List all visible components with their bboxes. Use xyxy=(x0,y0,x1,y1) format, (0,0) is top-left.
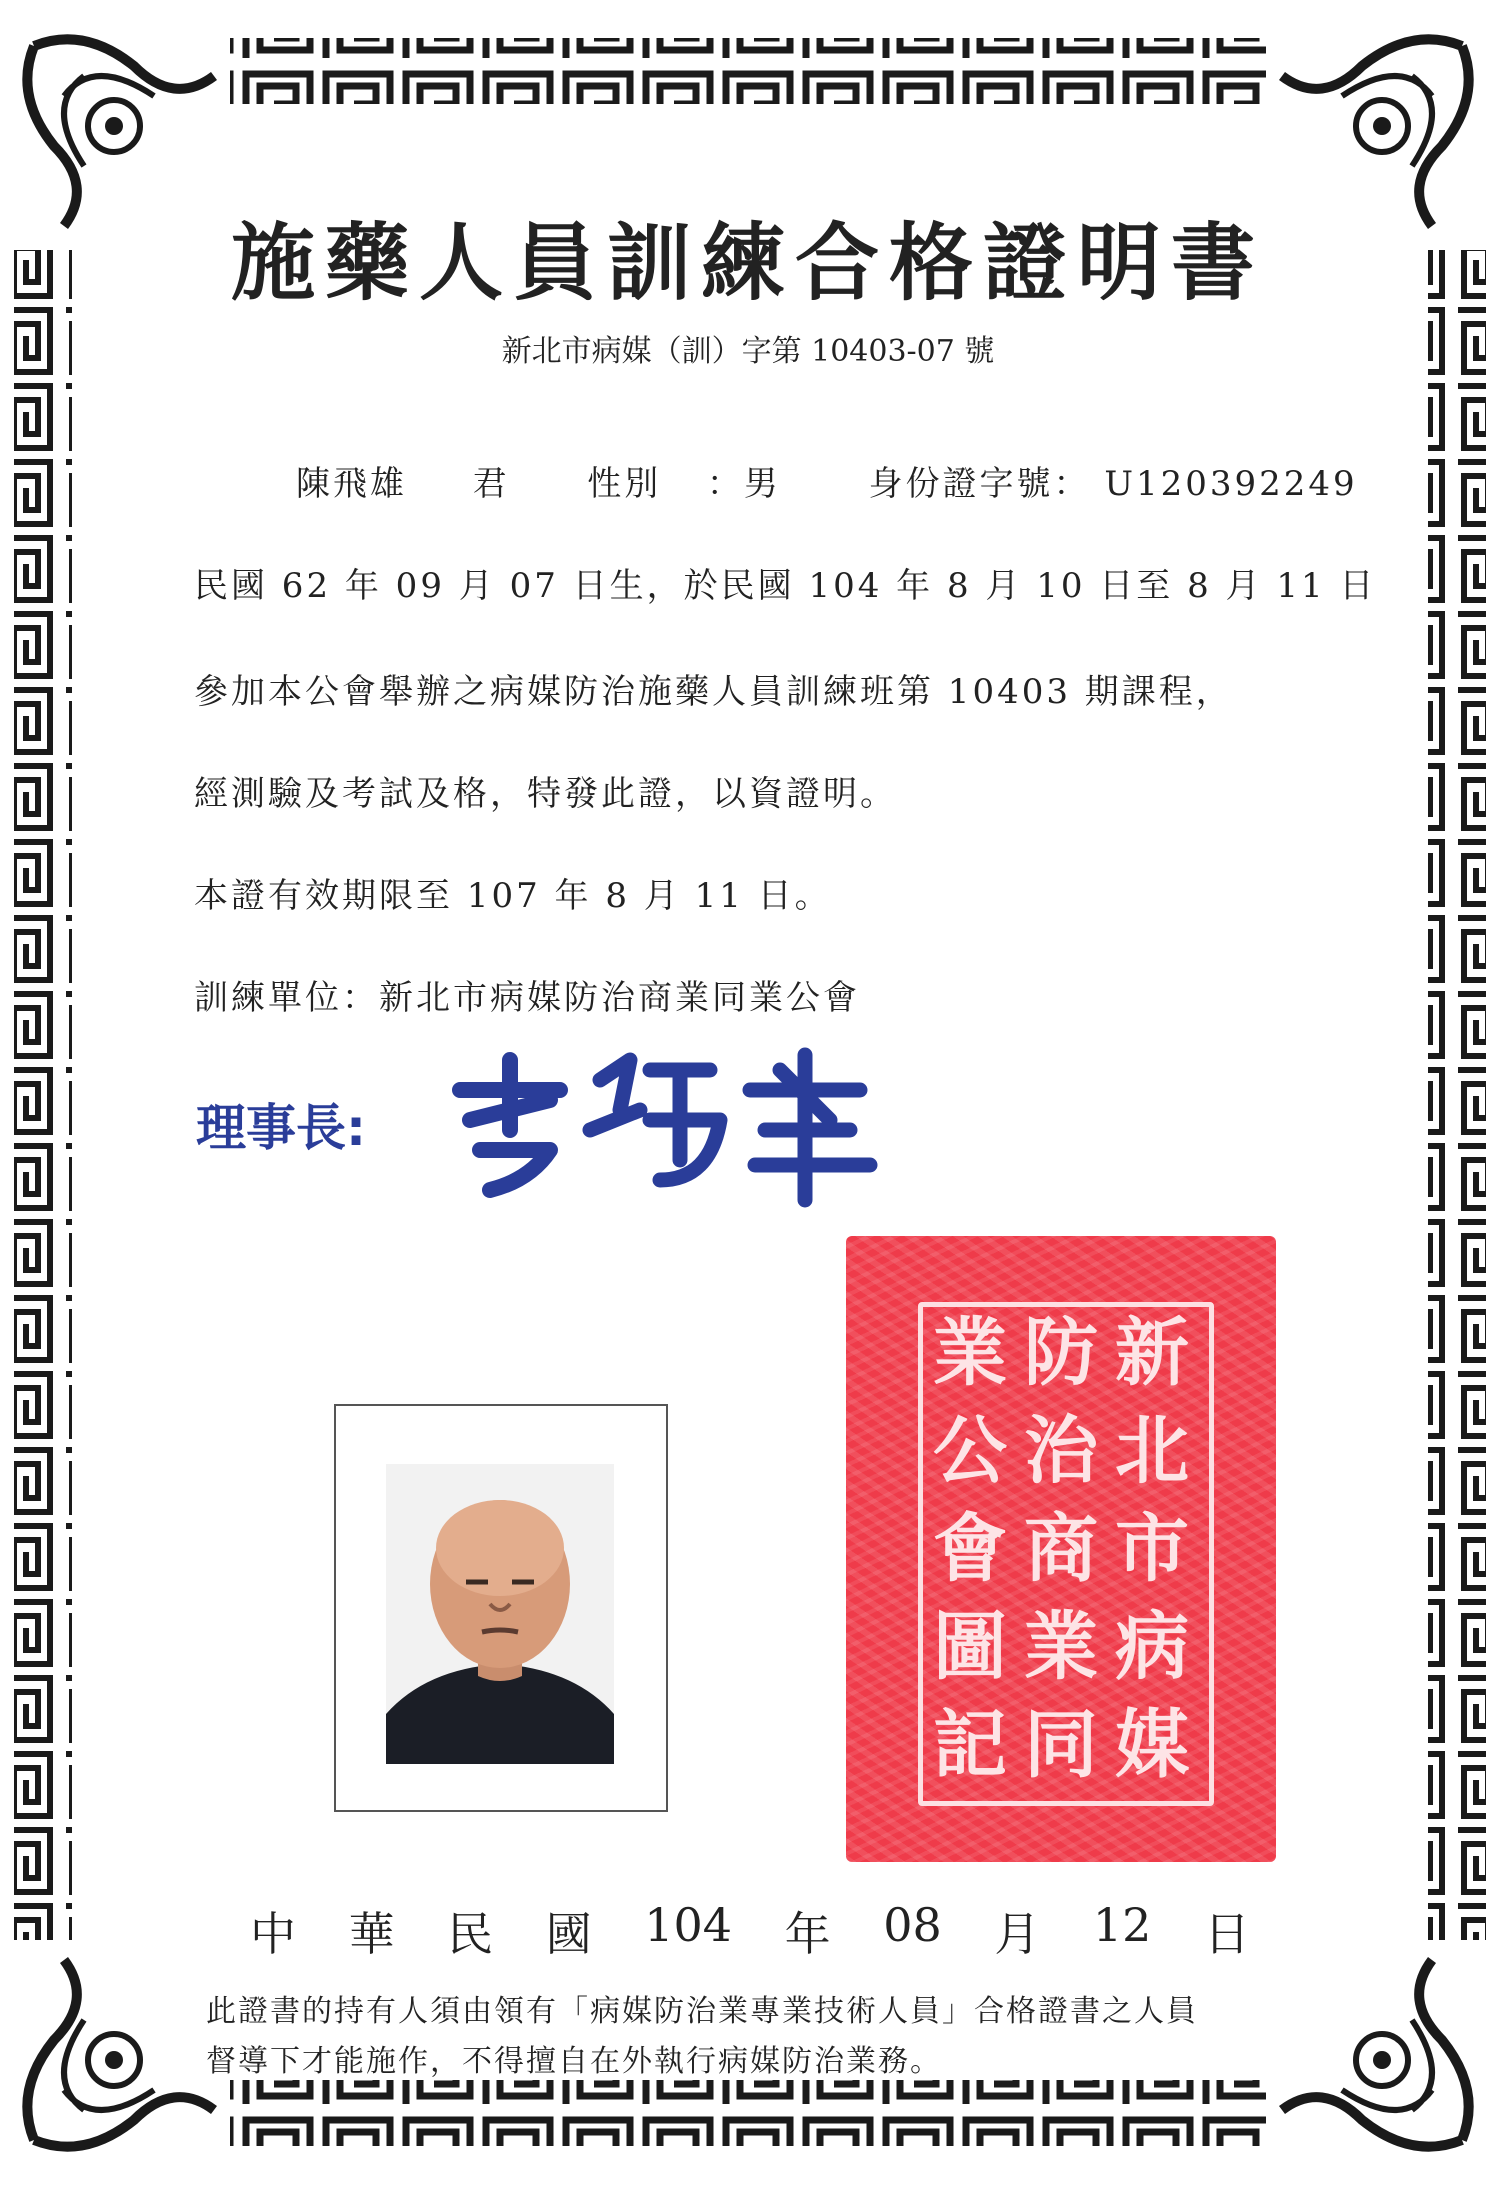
note-line-1: 此證書的持有人須由領有「病媒防治業專業技術人員」合格證書之人員 xyxy=(206,1994,1198,2029)
body-line-course: 參加本公會舉辦之病媒防治施藥人員訓練班第 10403 期課程， xyxy=(194,672,1233,712)
holder-row xyxy=(296,456,1358,505)
seal-text-columns xyxy=(930,1310,1192,1788)
seal-char: 治 xyxy=(1024,1408,1098,1494)
seal-char: 同 xyxy=(1024,1702,1098,1788)
signature-label: 理事長: xyxy=(196,1099,366,1157)
id-label: 身份證字號： xyxy=(868,464,1091,504)
issue-date-part: 民 xyxy=(447,1907,494,1961)
holder-name: 陳飛雄 xyxy=(296,464,407,504)
issue-date xyxy=(250,1898,1250,1964)
corner-ornament-br xyxy=(1282,1960,1469,2147)
issue-date-part: 中 xyxy=(250,1907,296,1961)
note-line-2: 督導下才能施作，不得擅自在外執行病媒防治業務。 xyxy=(206,2044,942,2079)
certificate-title: 施藥人員訓練合格證明書 xyxy=(230,213,1265,312)
issue-date-part: 12 xyxy=(1092,1898,1152,1952)
seal-char: 業 xyxy=(933,1310,1007,1396)
body-line-passed: 經測驗及考試及格，特發此證，以資證明。 xyxy=(194,774,897,814)
photo-frame xyxy=(334,1404,668,1812)
issue-date-part: 08 xyxy=(883,1898,942,1952)
issue-date-part: 日 xyxy=(1203,1907,1250,1961)
id-value: U120392249 xyxy=(1104,464,1358,504)
body-line-validity: 本證有效期限至 107 年 8 月 11 日。 xyxy=(194,876,832,916)
seal-char: 圖 xyxy=(933,1604,1007,1690)
issue-date-part: 華 xyxy=(348,1907,395,1961)
seal-char: 記 xyxy=(933,1702,1007,1788)
official-seal xyxy=(846,1236,1276,1862)
seal-char: 北 xyxy=(1115,1408,1189,1494)
issue-date-part: 年 xyxy=(784,1907,831,1961)
seal-column xyxy=(1112,1310,1192,1788)
seal-char: 業 xyxy=(1024,1604,1098,1690)
gender-value: ：男 xyxy=(706,464,781,504)
corner-ornament-bl xyxy=(27,1960,214,2147)
seal-char: 會 xyxy=(933,1506,1007,1592)
seal-char: 商 xyxy=(1024,1506,1098,1592)
seal-char: 病 xyxy=(1115,1604,1189,1690)
issue-date-part: 國 xyxy=(545,1907,592,1961)
issue-date-part: 104 xyxy=(644,1898,733,1952)
chairman-signature xyxy=(420,1040,890,1210)
seal-char: 公 xyxy=(933,1408,1007,1494)
body-line-birth-training: 民國 62 年 09 月 07 日生，於民國 104 年 8 月 10 日至 8 月 11 日 xyxy=(194,566,1377,606)
certificate-number: 新北市病媒（訓）字第 10403-07 號 xyxy=(501,334,995,369)
seal-column xyxy=(1021,1310,1101,1788)
seal-char: 媒 xyxy=(1115,1702,1189,1788)
gender-label: 性別 xyxy=(587,464,662,504)
seal-char: 防 xyxy=(1024,1310,1098,1396)
issue-date-part: 月 xyxy=(994,1907,1041,1961)
seal-column xyxy=(930,1310,1010,1788)
body-line-training-unit: 訓練單位：新北市病媒防治商業同業公會 xyxy=(194,978,860,1018)
holder-photo xyxy=(386,1464,614,1764)
holder-honorific: 君 xyxy=(472,464,510,504)
seal-char: 新 xyxy=(1115,1310,1189,1396)
seal-char: 市 xyxy=(1115,1506,1189,1592)
